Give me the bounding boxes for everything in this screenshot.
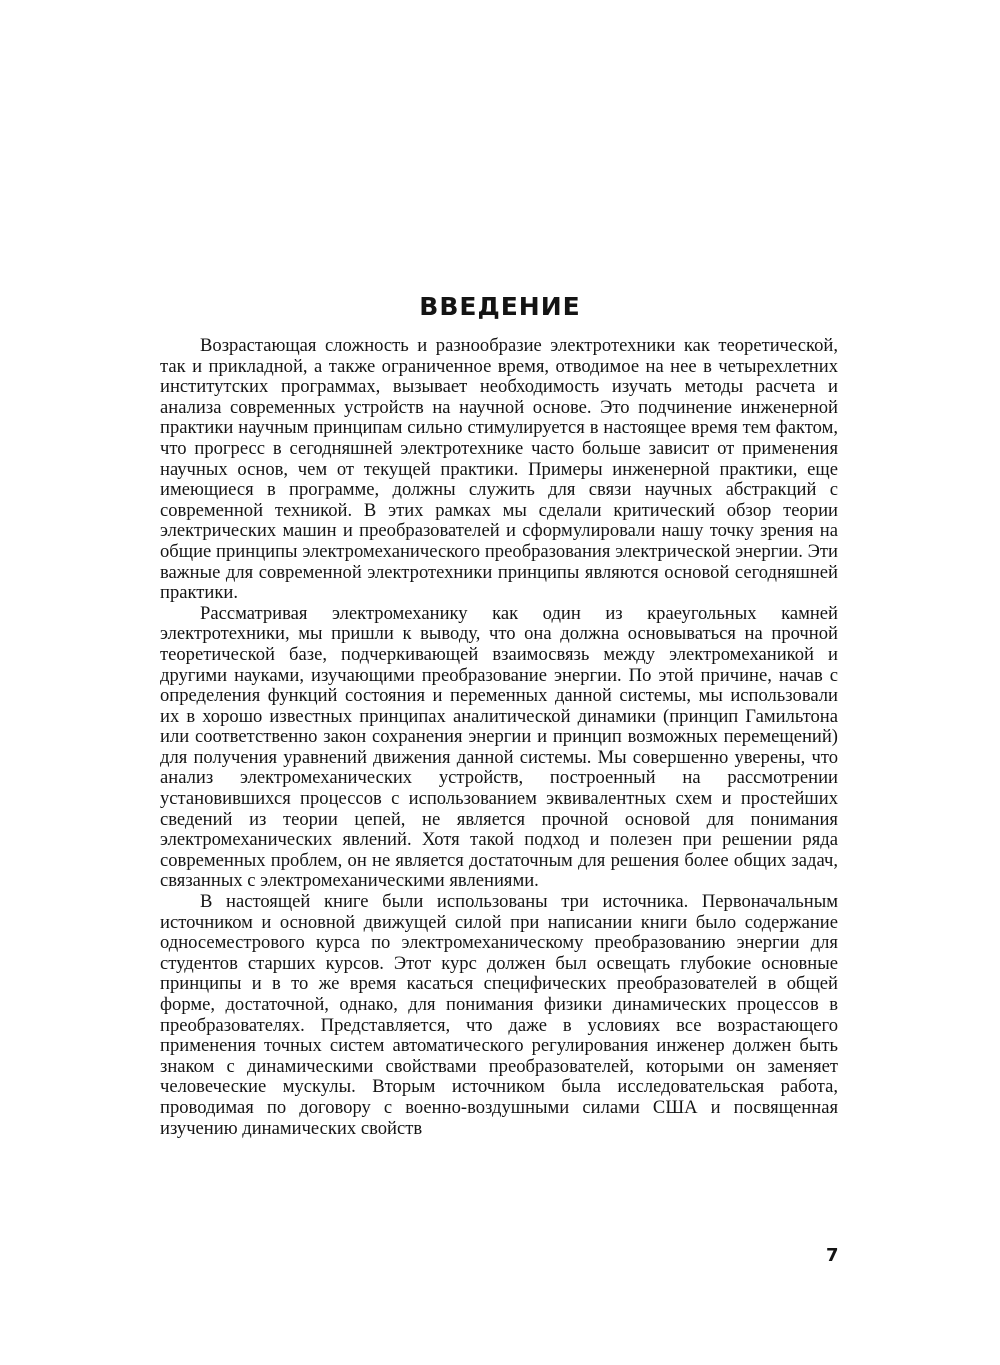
paragraph-2: Рассматривая электромеханику как один из краеугольных камней электротехники, мы пришли к выводу, что она должна основываться на прочной теоретической базе, подчеркивающей взаимосвязь между электромеханикой и другими науками, изучающими преобразование энергии. По этой причине, начав с определения функций состояния и переменных данной системы, мы использовали их в хорошо известных принципах аналитической динамики (принцип Гамильтона или соответственно закон сохранения энергии и принцип возможных перемещений) для получения уравнений движения данной системы. Мы совершенно уверены, что анализ электромеханических устройств, построенный на рассмотрении установившихся процессов с использованием эквивалентных схем и простейших сведений из теории цепей, не является прочной основой для понимания электромеханических явлений. Хотя такой подход и полезен при решении ряда современных проблем, он не является достаточным для решения более общих задач, связанных с электромеханическими явлениями. xyxy=(160,602,838,892)
paragraph-3: В настоящей книге были использованы три источника. Первоначальным источником и основной движущей силой при написании книги было содержание односеместрового курса по электромеханическому преобразованию энергии для студентов старших курсов. Этот курс должен был освещать глубокие основные принципы и в то же время касаться специфических преобразователей в общей форме, достаточной, однако, для понимания физики динамических процессов в преобразователях. Представляется, что даже в условиях все возрастающего применения точных систем автоматического регулирования инженер должен быть знаком с динамическими свойствами преобразователей, которыми он заменяет человеческие мускулы. Вторым источником была исследовательская работа, проводимая по договору с военно-воздушными силами США и посвященная изучению динамических свойств xyxy=(160,891,838,1139)
page-number: 7 xyxy=(826,1245,839,1266)
body-text xyxy=(160,336,838,1139)
chapter-title: ВВЕДЕНИЕ xyxy=(419,292,581,321)
paragraph-1: Возрастающая сложность и разнообразие электротехники как теоретической, так и прикладной, а также ограниченное время, отводимое на нее в четырехлетних институтских программах, вызывает необходимость изучать методы расчета и анализа современных устройств на научной основе. Это подчинение инженерной практики научным принципам сильно стимулируется в настоящее время тем фактом, что прогресс в сегодняшней электротехнике часто больше зависит от применения научных основ, чем от текущей практики. Примеры инженерной практики, еще имеющиеся в программе, должны служить для связи научных абстракций с современной техникой. В этих рамках мы сделали критический обзор теории электрических машин и преобразователей и сформулировали нашу точку зрения на общие принципы электромеханического преобразования электрической энергии. Эти важные для современной электротехники принципы являются основой сегодняшней практики. xyxy=(160,335,838,604)
